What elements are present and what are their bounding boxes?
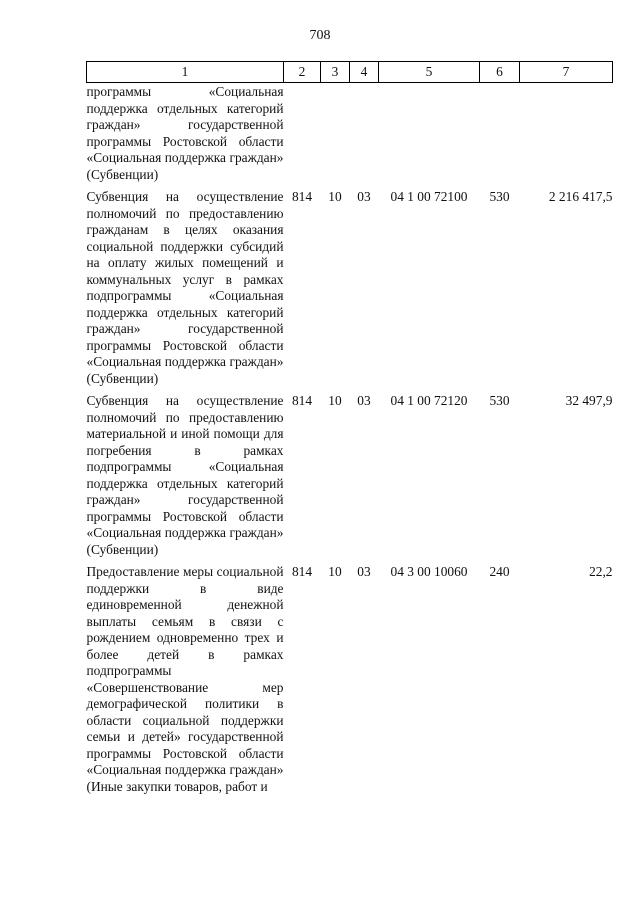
column-header-4: 4: [350, 62, 379, 83]
budget-table: [86, 61, 613, 799]
ministry-code: 814: [291, 189, 313, 204]
expense-type-code: 240: [489, 564, 510, 579]
section-code: 10: [328, 564, 342, 579]
expense-type-code: 530: [489, 189, 510, 204]
amount: 2 216 417,5: [548, 189, 613, 204]
subsection-code: 03: [357, 393, 371, 408]
row-description: Субвенция на осуществление полномочий по предоставлению материальной и иной помощи для погребения в рамках подпрограммы «Социальная поддержка отдельных категорий граждан» государственной программы Ростовской области «Социальная поддержка граждан» (Субвенции): [86, 393, 284, 557]
subsection-code: 03: [357, 189, 371, 204]
column-header-7: 7: [520, 62, 613, 83]
expense-type-code: [480, 83, 520, 188]
column-header-2: 2: [284, 62, 321, 83]
ministry-code: [284, 83, 321, 188]
table-row: [87, 83, 613, 188]
page-number: 708: [309, 28, 331, 43]
target-article-code: 04 1 00 72120: [390, 393, 468, 408]
expense-type-code: 530: [489, 393, 510, 408]
table-row: [87, 391, 613, 562]
table-row: [87, 562, 613, 799]
ministry-code: 814: [291, 564, 313, 579]
row-description: Предоставление меры социальной поддержки в виде единовременной денежной выплаты семьям в связи с рождением одновременно трех и более детей в рамках подпрограммы «Совершенствование мер демографической политики в области социальной поддержки семьи и детей» государственной программы Ростовской области «Социальная поддержка граждан» (Иные закупки товаров, работ и: [86, 564, 284, 794]
table-row: [87, 187, 613, 391]
target-article-code: [379, 83, 480, 188]
column-header-5: 5: [379, 62, 480, 83]
row-description: Субвенция на осуществление полномочий по предоставлению гражданам в целях оказания социальной поддержки субсидий на оплату жилых помещений и коммунальных услуг в рамках подпрограммы «Социальная поддержка отдельных категорий граждан» государственной программы Ростовской области «Социальная поддержка граждан» (Субвенции): [86, 189, 284, 386]
section-code: 10: [328, 393, 342, 408]
target-article-code: 04 3 00 10060: [390, 564, 468, 579]
amount: [520, 83, 613, 188]
section-code: [321, 83, 350, 188]
section-code: 10: [328, 189, 342, 204]
column-header-6: 6: [480, 62, 520, 83]
subsection-code: 03: [357, 564, 371, 579]
ministry-code: 814: [291, 393, 313, 408]
target-article-code: 04 1 00 72100: [390, 189, 468, 204]
amount: 22,2: [589, 564, 613, 579]
row-description: программы «Социальная поддержка отдельных категорий граждан» государственной программы Ростовской области «Социальная поддержка граждан» (Субвенции): [86, 84, 284, 182]
column-number-header-row: [87, 62, 613, 83]
column-header-1: 1: [87, 62, 284, 83]
subsection-code: [350, 83, 379, 188]
column-header-3: 3: [321, 62, 350, 83]
amount: 32 497,9: [565, 393, 613, 408]
